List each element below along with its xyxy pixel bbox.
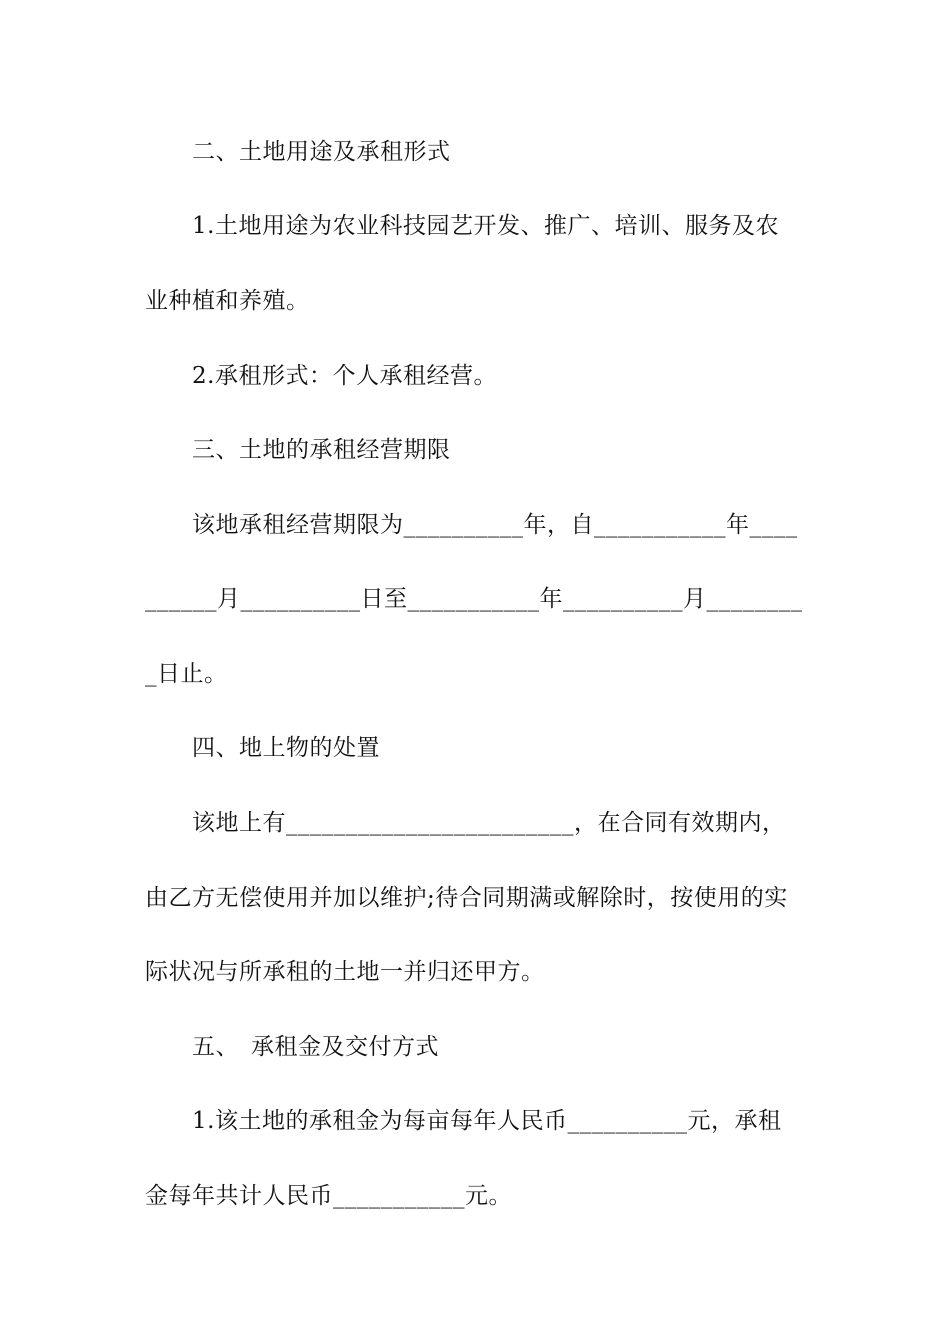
paragraph-line: _日止。 xyxy=(145,661,228,687)
paragraph-line: 该地上有________________________，在合同有效期内， xyxy=(145,810,786,836)
paragraph-line: 金每年共计人民币___________元。 xyxy=(145,1183,512,1209)
paragraph-line: 该地承租经营期限为__________年，自___________年____ xyxy=(145,512,798,538)
paragraph-line: 由乙方无偿使用并加以维护;待合同期满或解除时，按使用的实 xyxy=(145,885,788,911)
paragraph-line: 2.承租形式：个人承租经营。 xyxy=(145,363,497,389)
paragraph-line: 业种植和养殖。 xyxy=(145,288,310,314)
paragraph-line: 1.该土地的承租金为每亩每年人民币__________元，承租 xyxy=(145,1108,782,1134)
section-heading-property: 四、地上物的处置 xyxy=(145,735,380,761)
section-heading-lease-term: 三、土地的承租经营期限 xyxy=(145,437,451,463)
paragraph-line: 1.土地用途为农业科技园艺开发、推广、培训、服务及农 xyxy=(145,213,779,239)
paragraph-line: 际状况与所承租的土地一并归还甲方。 xyxy=(145,959,545,985)
paragraph-line: ______月__________日至___________年__________月________ xyxy=(145,586,803,612)
section-heading-rent: 五、 承租金及交付方式 xyxy=(145,1034,439,1060)
section-heading-land-use: 二、土地用途及承租形式 xyxy=(145,139,451,165)
